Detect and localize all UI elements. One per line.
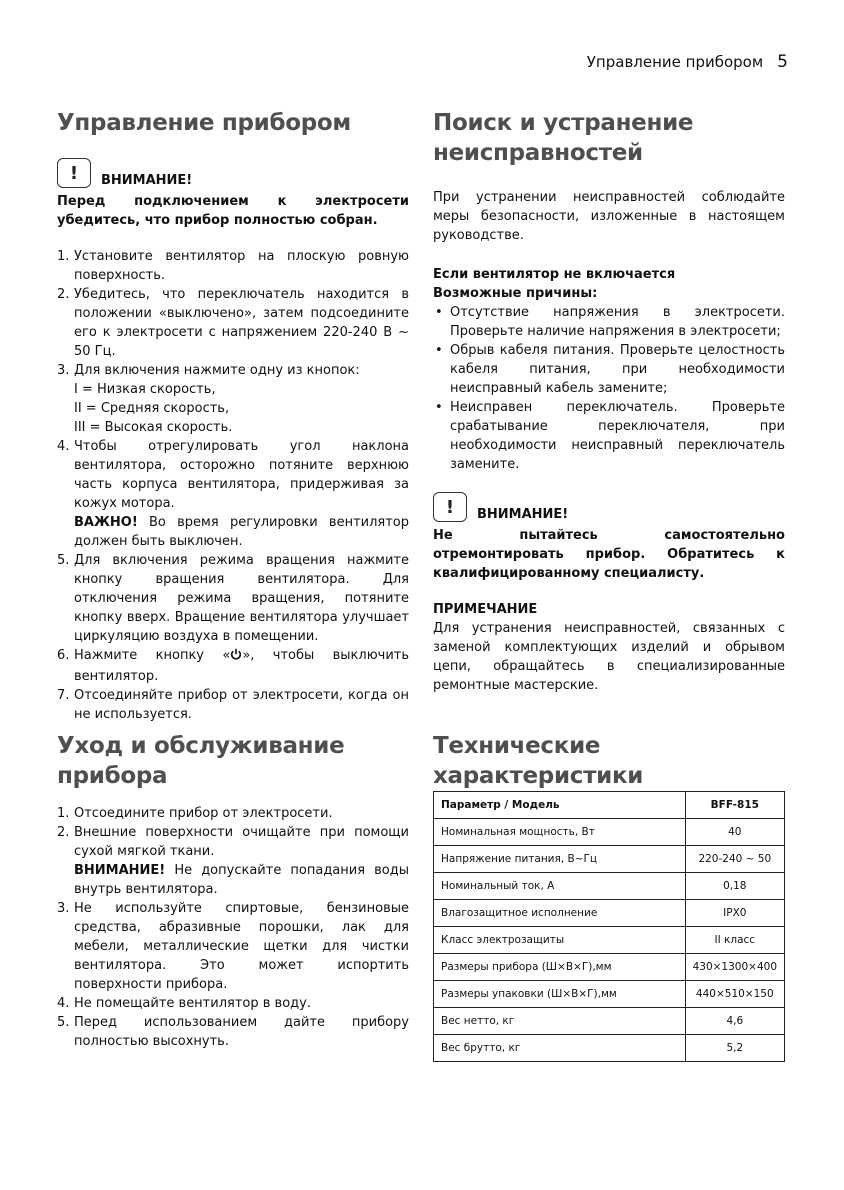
operation-steps bbox=[57, 247, 409, 724]
power-icon bbox=[230, 648, 242, 667]
care-section bbox=[57, 731, 409, 1051]
list-item: 1. Установите вентилятор на плоскую ровную поверхность. bbox=[57, 249, 409, 283]
troubleshooting-section bbox=[433, 108, 785, 695]
warning-text: Не пытайтесь самостоятельно отремонтировать прибор. Обратитесь к квалифицированному специалисту. bbox=[433, 528, 785, 581]
table-header-row bbox=[434, 792, 785, 819]
list-item: • Отсутствие напряжения в электросети. Проверьте наличие напряжения в электросети; bbox=[433, 303, 785, 341]
list-item: 3. Для включения нажмите одну из кнопок: I = Низкая скорость, II = Средняя скорость, III = Высокая скорость. bbox=[57, 361, 409, 437]
subheading-no-start: Если вентилятор не включается bbox=[433, 267, 676, 282]
table-cell: BFF-815 bbox=[685, 792, 784, 819]
list-item: 7. Отсоединяйте прибор от электросети, когда он не используется. bbox=[57, 688, 409, 722]
care-steps bbox=[57, 804, 409, 1051]
page-number: 5 bbox=[777, 52, 788, 72]
specs-title: Технические характеристики bbox=[433, 733, 644, 789]
operation-section bbox=[57, 108, 409, 724]
list-item: 2. Убедитесь, что переключатель находится в положении «выключено», затем подсоедините его к электросети с напряжением 220-240 В ~ 50 Гц. bbox=[57, 287, 409, 359]
table-row: Вес нетто, кг 4,6 bbox=[434, 1008, 785, 1035]
exclamation-icon: ! bbox=[57, 158, 91, 188]
important-label: ВАЖНО! bbox=[74, 515, 138, 530]
subheading-causes: Возможные причины: bbox=[433, 286, 598, 301]
table-row: Размеры упаковки (Ш×В×Г),мм 440×510×150 bbox=[434, 981, 785, 1008]
list-item: • Обрыв кабеля питания. Проверьте целостность кабеля питания, при необходимости неисправный кабель замените; bbox=[433, 341, 785, 398]
running-title: Управление прибором bbox=[586, 53, 764, 71]
speed-option: I = Низкая скорость, bbox=[74, 382, 216, 397]
caution-label: ВНИМАНИЕ! bbox=[74, 863, 166, 878]
warning-label: ВНИМАНИЕ! bbox=[101, 173, 193, 188]
list-item: • Неисправен переключатель. Проверьте срабатывание переключателя, при необходимости неисправный переключатель замените. bbox=[433, 398, 785, 474]
note-title: ПРИМЕЧАНИЕ bbox=[433, 602, 538, 617]
table-row: Вес брутто, кг 5,2 bbox=[434, 1035, 785, 1062]
troubleshooting-title: Поиск и устранение неисправностей bbox=[433, 110, 694, 166]
troubleshooting-intro: При устранении неисправностей соблюдайте меры безопасности, изложенные в настоящем руководстве. bbox=[433, 190, 785, 243]
list-item: 4. Чтобы отрегулировать угол наклона вентилятора, осторожно потяните верхнюю часть корпуса вентилятора, придерживая за кожух мотора. ВАЖНО! Во время регулировки вентилятор должен быть выключен. bbox=[57, 439, 409, 549]
list-item: 4. Не помещайте вентилятор в воду. bbox=[57, 996, 311, 1011]
note-text: Для устранения неисправностей, связанных с заменой комплектующих изделий и обрывом цепи, обращайтесь в специализированные ремонтные мастерские. bbox=[433, 621, 785, 693]
causes-list bbox=[433, 303, 785, 474]
table-row: Номинальный ток, А 0,18 bbox=[434, 873, 785, 900]
exclamation-icon: ! bbox=[433, 492, 467, 522]
operation-title: Управление прибором bbox=[57, 110, 351, 136]
specs-table bbox=[433, 791, 785, 1062]
list-item: 1. Отсоедините прибор от электросети. bbox=[57, 806, 333, 821]
operation-warning bbox=[57, 158, 409, 188]
table-cell: Параметр / Модель bbox=[434, 792, 686, 819]
list-item: 2. Внешние поверхности очищайте при помощи сухой мягкой ткани. ВНИМАНИЕ! Не допускайте попадания воды внутрь вентилятора. bbox=[57, 825, 409, 897]
list-item: 5. Для включения режима вращения нажмите кнопку вращения вентилятора. Для отключения режима вращения, потяните кнопку вверх. Вращение вентилятора улучшает циркуляцию воздуха в помещении. bbox=[57, 553, 409, 644]
table-row: Напряжение питания, В~Гц 220-240 ~ 50 bbox=[434, 846, 785, 873]
care-title: Уход и обслуживание прибора bbox=[57, 733, 345, 789]
speed-option: III = Высокая скорость. bbox=[74, 420, 233, 435]
list-item: 6. Нажмите кнопку « », чтобы выключить вентилятор. bbox=[57, 648, 409, 684]
speed-option: II = Средняя скорость, bbox=[74, 401, 230, 416]
page-header bbox=[587, 52, 788, 72]
table-row: Класс электрозащиты II класс bbox=[434, 927, 785, 954]
list-item: 3. Не используйте спиртовые, бензиновые средства, абразивные порошки, лак для мебели, металлические щетки для чистки вентилятора. Это может испортить поверхности прибора. bbox=[57, 901, 409, 992]
specs-section bbox=[433, 731, 785, 1062]
warning-label: ВНИМАНИЕ! bbox=[477, 507, 569, 522]
warning-text: Перед подключением к электросети убедитесь, что прибор полностью собран. bbox=[57, 194, 409, 228]
table-row: Размеры прибора (Ш×В×Г),мм 430×1300×400 bbox=[434, 954, 785, 981]
list-item: 5. Перед использованием дайте прибору полностью высохнуть. bbox=[57, 1015, 409, 1049]
table-row: Влагозащитное исполнение IPX0 bbox=[434, 900, 785, 927]
repair-warning bbox=[433, 492, 785, 522]
table-row: Номинальная мощность, Вт 40 bbox=[434, 819, 785, 846]
